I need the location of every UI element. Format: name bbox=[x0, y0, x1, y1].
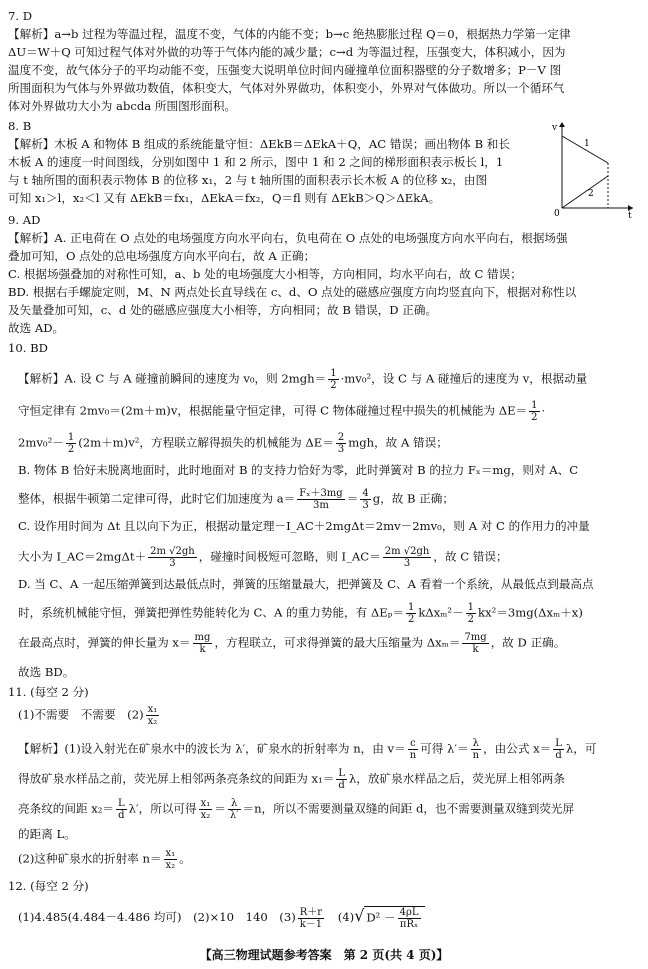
q9-line: 【解析】A. 正电荷在 O 点处的电场强度方向水平向右，负电荷在 O 点处的电场强度方向水平向右，根据场强 bbox=[8, 231, 568, 245]
q12-answer: (1)4.485(4.484－4.486 均可) (2)×10 140 (3) $\frac{R+r}{k-1}$ (4)√ D² － $\frac{4\rho L}{\text{πRₓ}}$ bbox=[18, 904, 636, 930]
q9-line: 及矢量叠加可知，c、d 处的磁感应强度大小相等，方向相同；故 B 错误，D 正确。 bbox=[8, 303, 438, 317]
q7-line: 【解析】a→b 过程为等温过程，温度不变，气体的内能不变；b→c 绝热膨胀过程 Q＝0，根据热力学第一定律 bbox=[8, 27, 571, 41]
q7-line: ΔU＝W＋Q 可知过程气体对外做的功等于气体内能的减少量；c→d 为等温过程，压强变大，体积减小，因为 bbox=[8, 45, 566, 59]
q11-line2: 得放矿泉水样品之前，荧光屏上相邻两条亮条纹的间距为 x₁＝ $\frac{L}{d}$ λ，放矿泉水样品之后，荧光屏上相邻两条 bbox=[18, 768, 565, 791]
q7-line: 温度不变，故气体分子的平均动能不变，压强变大说明单位时间内碰撞单位面积器壁的分子数增多；P－V 图 bbox=[8, 63, 562, 77]
velocity-time-graph bbox=[548, 118, 638, 218]
q9-number: 9. AD bbox=[8, 213, 41, 227]
q11-number: 11. (每空 2 分) bbox=[8, 685, 89, 699]
origin-label: 0 bbox=[554, 209, 560, 218]
q8-line: 可知 x₁＞l，x₂＜l 又有 ΔEkB＝fx₁，ΔEkA＝fx₂，Q＝fl 则有 ΔEkB＞Q＞ΔEkA。 bbox=[8, 191, 441, 205]
q9-line: 故选 AD。 bbox=[8, 321, 65, 335]
q10-a-line1: 【解析】A. 设 C 与 A 碰撞前瞬间的速度为 v₀，则 2mgh＝ $\frac{1}{2}$ ·mv₀²，设 C 与 A 碰撞后的速度为 v，根据动量 bbox=[18, 368, 588, 391]
line2-label: 2 bbox=[588, 189, 594, 199]
q10-d-line1: D. 当 C、A 一起压缩弹簧到达最低点时，弹簧的压缩量最大，把弹簧及 C、A 看着一个系统，从最低点到最高点 bbox=[18, 577, 594, 591]
q10-b-line2: 整体，根据牛顿第二定律可得，此时它们加速度为 a＝ $\frac{\text{Fₓ＋3mg}}{3m}$ ＝ $\frac{4}{3}$ g，故 B 正确； bbox=[18, 488, 454, 511]
q11-line4: 的距离 L。 bbox=[18, 827, 76, 841]
sqrt-sign: √ bbox=[354, 906, 365, 925]
q12-number: 12. (每空 2 分) bbox=[8, 879, 89, 893]
q10-c-line1: C. 设作用时间为 Δt 且以向下为正，根据动量定理－I_AC＋2mgΔt＝2mv－2mv₀，则 A 对 C 的作用力的冲量 bbox=[18, 519, 590, 533]
q9-line: C. 根据场强叠加的对称性可知，a、b 处的电场强度大小相等，方向相同，均水平向右，故 C 错误； bbox=[8, 267, 522, 281]
q10-number: 10. BD bbox=[8, 341, 48, 355]
q8-line: 【解析】木板 A 和物体 B 组成的系统能量守恒：ΔEkB＝ΔEkA＋Q，AC 错误；画出物体 B 和长 bbox=[8, 137, 510, 151]
q9-line: BD. 根据右手螺旋定则，M、N 两点处长直导线在 c、d、O 点处的磁感应强度方向均竖直向下，根据对称性以 bbox=[8, 285, 577, 299]
q10-b-line1: B. 物体 B 恰好未脱离地面时，此时地面对 B 的支持力恰好为零，此时弹簧对 B 的拉力 Fₓ＝mg，则对 A、C bbox=[18, 463, 579, 477]
q8-line: 与 t 轴所围的面积表示物体 B 的位移 x₁，2 与 t 轴所围的面积表示长木板 A 的位移 x₂，由图 bbox=[8, 173, 488, 187]
q10-a-line2: 守恒定律有 2mv₀＝(2m＋m)v，根据能量守恒定律，可得 C 物体碰撞过程中损失的机械能为 ΔE＝ $\frac{1}{2}$ · bbox=[18, 400, 546, 423]
q7-number: 7. D bbox=[8, 9, 33, 23]
v-axis-label: v bbox=[552, 123, 558, 133]
q11-line3: 亮条纹的间距 x₂＝ $\frac{L}{d}$ λ′，所以可得 $\frac{\text{x₁}}{\text{x₂}}$ ＝ $\frac{\lambda}{\lambda'}$ ＝n，所以不需要测量双缝的间距 d，也不需要测量双缝到荧光屏 bbox=[18, 798, 575, 821]
t-axis-label: t bbox=[628, 211, 632, 218]
q8-number: 8. B bbox=[8, 119, 32, 133]
q10-c-line2: 大小为 I_AC＝2mgΔt＋ $\frac{2m √2gh}{3}$ ，碰撞时间极短可忽略，则 I_AC＝ $\frac{2m √2gh}{3}$ ，故 C 错误； bbox=[18, 546, 508, 569]
q8-line: 木板 A 的速度一时间图线，分别如图中 1 和 2 所示，图中 1 和 2 之间的梯形面积表示板长 l，1 bbox=[8, 155, 504, 169]
q9-line: 叠加可知，O 点处的总电场强度方向水平向右，故 A 正确； bbox=[8, 249, 316, 263]
q7-line: 所围面积为气体与外界做功数值，体积变大，气体对外界做功，体积变小，外界对气体做功。所以一个循环气 bbox=[8, 81, 565, 95]
q7-line: 体对外界做功大小为 abcda 所围图形面积。 bbox=[8, 99, 237, 113]
q10-end: 故选 BD。 bbox=[18, 665, 75, 679]
q10-d-line2: 时，系统机械能守恒，弹簧把弹性势能转化为 C、A 的重力势能，有 ΔEₚ＝ $\frac{1}{2}$ kΔxₘ²－ $\frac{1}{2}$ kx²＝3mg(Δxₘ＋x) bbox=[18, 602, 583, 625]
q11-line5: (2)这种矿泉水的折射率 n＝ $\frac{\text{x₁}}{\text{x₂}}$ 。 bbox=[18, 848, 191, 871]
q11-answer: (1)不需要 不需要 (2) $\frac{\text{x₁}}{\text{x₂}}$ bbox=[18, 704, 158, 727]
page-footer: 【高三物理试题参考答案 第 2 页(共 4 页)】 bbox=[199, 948, 449, 962]
q10-d-line3: 在最高点时，弹簧的伸长量为 x＝ $\frac{mg}{k}$ ，方程联立，可求得弹簧的最大压缩量为 Δxₘ＝ $\frac{7mg}{k}$ ，故 D 正确。 bbox=[18, 632, 566, 655]
q11-line1: 【解析】(1)设入射光在矿泉水中的波长为 λ′，矿泉水的折射率为 n，由 v＝ $\frac{c}{n}$ 可得 λ′＝ $\frac{\lambda}{n}$ ，由公式 x＝ $\frac{L}{d}$ λ，可 bbox=[18, 738, 597, 761]
q10-a-line3: 2mv₀²－ $\frac{1}{2}$ (2m＋m)v²，方程联立解得损失的机械能为 ΔE＝ $\frac{2}{3}$ mgh，故 A 错误； bbox=[18, 432, 448, 455]
line1-label: 1 bbox=[584, 139, 590, 149]
